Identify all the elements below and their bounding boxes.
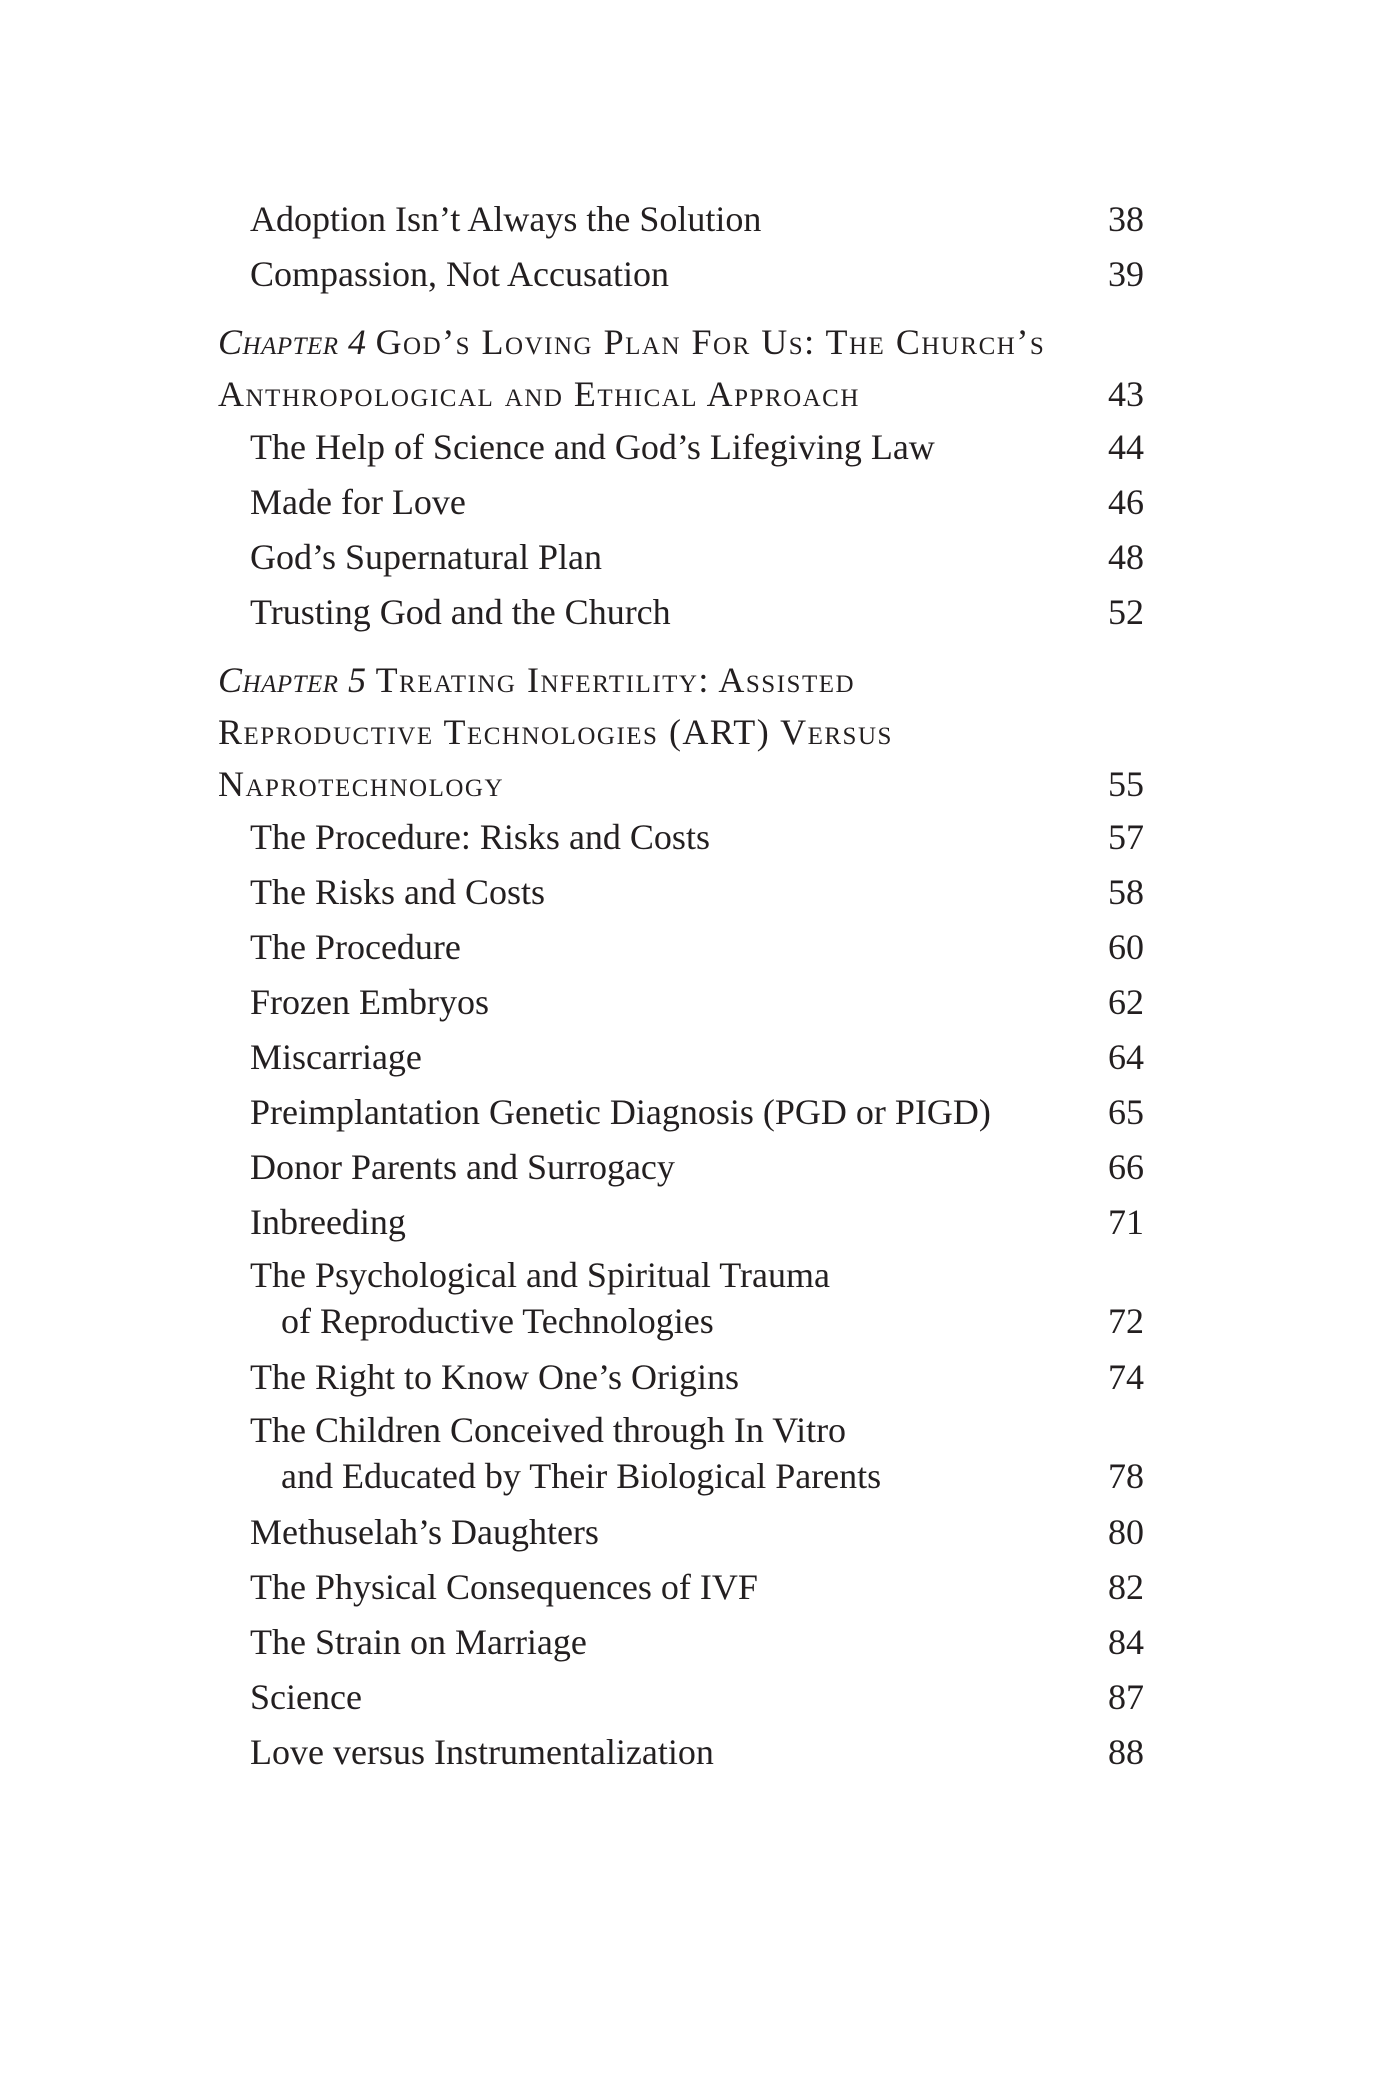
toc-entry-title: Methuselah’s Daughters	[250, 1512, 599, 1552]
toc-entry	[218, 585, 1144, 640]
chapter-title-line: Reproductive Technologies (ART) Versus	[218, 712, 893, 752]
toc-entry-page: 52	[1108, 592, 1144, 632]
toc-entry	[218, 1725, 1144, 1780]
toc-entry-title: Preimplantation Genetic Diagnosis (PGD or PIGD)	[250, 1092, 991, 1132]
toc-entry	[218, 1195, 1144, 1250]
chapter-title-line: God’s Loving Plan For Us: The Church’s	[375, 322, 1046, 362]
table-of-contents	[218, 192, 1144, 1780]
chapter-title-line: Anthropological and Ethical Approach	[218, 374, 860, 414]
toc-entry-page: 84	[1108, 1622, 1144, 1662]
toc-entry-title: The Physical Consequences of IVF	[250, 1567, 758, 1607]
toc-entry	[218, 1505, 1144, 1560]
toc-entry-page: 48	[1108, 537, 1144, 577]
chapter-label: Chapter 4	[218, 322, 367, 362]
toc-entry	[218, 247, 1144, 302]
toc-entry-page: 57	[1108, 817, 1144, 857]
toc-entry	[218, 1670, 1144, 1725]
toc-entry	[218, 420, 1144, 475]
toc-entry-title: God’s Supernatural Plan	[250, 537, 602, 577]
toc-entry-title: Frozen Embryos	[250, 982, 489, 1022]
toc-entry-page: 66	[1108, 1147, 1144, 1187]
toc-entry	[218, 1615, 1144, 1670]
toc-entry-title: The Procedure: Risks and Costs	[250, 817, 710, 857]
toc-entry-page: 82	[1108, 1567, 1144, 1607]
chapter-page: 43	[1108, 374, 1144, 414]
chapter-4-heading	[218, 316, 1144, 420]
toc-entry-page: 44	[1108, 427, 1144, 467]
toc-entry-page: 58	[1108, 872, 1144, 912]
toc-entry	[218, 1350, 1144, 1405]
toc-entry-title-continuation: of Reproductive Technologies	[281, 1301, 714, 1341]
toc-entry-title: The Psychological and Spiritual Trauma	[250, 1255, 830, 1295]
toc-entry-page: 78	[1108, 1456, 1144, 1496]
toc-entry-title: Compassion, Not Accusation	[250, 254, 669, 294]
chapter-title-line: Treating Infertility: Assisted	[375, 660, 856, 700]
toc-entry	[218, 1405, 1144, 1505]
toc-entry	[218, 920, 1144, 975]
toc-entry	[218, 1560, 1144, 1615]
toc-entry-page: 65	[1108, 1092, 1144, 1132]
toc-entry-page: 80	[1108, 1512, 1144, 1552]
toc-entry	[218, 1085, 1144, 1140]
toc-entry-title: Miscarriage	[250, 1037, 422, 1077]
chapter-title-line: Naprotechnology	[218, 764, 504, 804]
toc-entry-title: The Children Conceived through In Vitro	[250, 1410, 847, 1450]
toc-entry-page: 46	[1108, 482, 1144, 522]
toc-entry	[218, 1140, 1144, 1195]
toc-entry-title: Love versus Instrumentalization	[250, 1732, 714, 1772]
toc-entry	[218, 530, 1144, 585]
toc-entry-page: 64	[1108, 1037, 1144, 1077]
toc-entry	[218, 975, 1144, 1030]
chapter-5-heading	[218, 654, 1144, 810]
toc-entry-page: 87	[1108, 1677, 1144, 1717]
toc-entry-title: The Help of Science and God’s Lifegiving Law	[250, 427, 935, 467]
toc-entry-title: Adoption Isn’t Always the Solution	[250, 199, 762, 239]
toc-entry-page: 38	[1108, 199, 1144, 239]
toc-entry-title: The Risks and Costs	[250, 872, 546, 912]
toc-entry-page: 74	[1108, 1357, 1144, 1397]
toc-entry	[218, 192, 1144, 247]
toc-entry-page: 60	[1108, 927, 1144, 967]
toc-entry	[218, 1250, 1144, 1350]
toc-entry-page: 71	[1108, 1202, 1144, 1242]
toc-entry	[218, 1030, 1144, 1085]
toc-entry-title: Trusting God and the Church	[250, 592, 671, 632]
toc-entry-title: Donor Parents and Surrogacy	[250, 1147, 675, 1187]
toc-entry-title-continuation: and Educated by Their Biological Parents	[281, 1456, 882, 1496]
chapter-page: 55	[1108, 764, 1144, 804]
toc-entry	[218, 810, 1144, 865]
toc-entry	[218, 865, 1144, 920]
toc-entry-page: 62	[1108, 982, 1144, 1022]
toc-entry-title: The Procedure	[250, 927, 461, 967]
toc-entry	[218, 475, 1144, 530]
chapter-label: Chapter 5	[218, 660, 367, 700]
toc-entry-page: 88	[1108, 1732, 1144, 1772]
toc-entry-title: The Strain on Marriage	[250, 1622, 587, 1662]
toc-entry-title: The Right to Know One’s Origins	[250, 1357, 739, 1397]
toc-entry-title: Science	[250, 1677, 362, 1717]
toc-entry-title: Inbreeding	[250, 1202, 406, 1242]
toc-entry-page: 39	[1108, 254, 1144, 294]
toc-entry-page: 72	[1108, 1301, 1144, 1341]
toc-entry-title: Made for Love	[250, 482, 466, 522]
